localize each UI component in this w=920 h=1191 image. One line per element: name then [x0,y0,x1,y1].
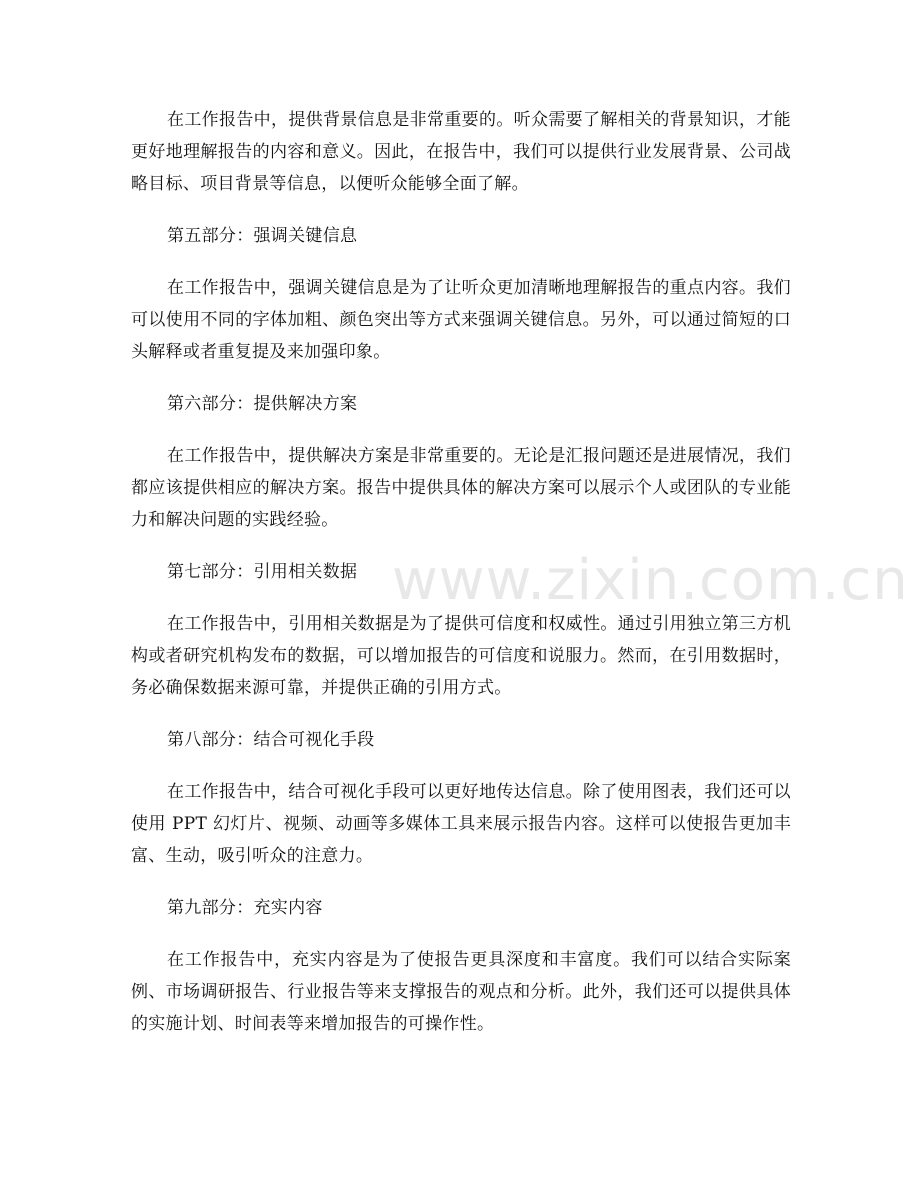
paragraph-background-info: 在工作报告中，提供背景信息是非常重要的。听众需要了解相关的背景知识，才能更好地理解报告的内容和意义。因此，在报告中，我们可以提供行业发展背景、公司战略目标、项目背景等信息，以便听众能够全面了解。 [131,110,791,194]
section-heading-9: 第九部分：充实内容 [167,898,323,918]
section-heading-6: 第六部分：提供解决方案 [167,394,358,414]
paragraph-key-info: 在工作报告中，强调关键信息是为了让听众更加清晰地理解报告的重点内容。我们可以使用不同的字体加粗、颜色突出等方式来强调关键信息。另外，可以通过简短的口头解释或者重复提及来加强印象。 [131,278,791,362]
paragraph-visualization: 在工作报告中，结合可视化手段可以更好地传达信息。除了使用图表，我们还可以使用 PPT 幻灯片、视频、动画等多媒体工具来展示报告内容。这样可以使报告更加丰富、生动，吸引听众的注意力。 [131,782,791,866]
section-heading-8: 第八部分：结合可视化手段 [167,730,375,750]
section-heading-5: 第五部分：强调关键信息 [167,226,358,246]
paragraph-data-citation: 在工作报告中，引用相关数据是为了提供可信度和权威性。通过引用独立第三方机构或者研究机构发布的数据，可以增加报告的可信度和说服力。然而，在引用数据时，务必确保数据来源可靠，并提供正确的引用方式。 [131,614,791,698]
paragraph-solutions: 在工作报告中，提供解决方案是非常重要的。无论是汇报问题还是进展情况，我们都应该提供相应的解决方案。报告中提供具体的解决方案可以展示个人或团队的专业能力和解决问题的实践经验。 [131,446,791,530]
paragraph-enrich-content: 在工作报告中，充实内容是为了使报告更具深度和丰富度。我们可以结合实际案例、市场调研报告、行业报告等来支撑报告的观点和分析。此外，我们还可以提供具体的实施计划、时间表等来增加报告的可操作性。 [131,950,791,1034]
watermark-text: www.zixin.com.cn [392,548,909,613]
section-heading-7: 第七部分：引用相关数据 [167,562,358,582]
